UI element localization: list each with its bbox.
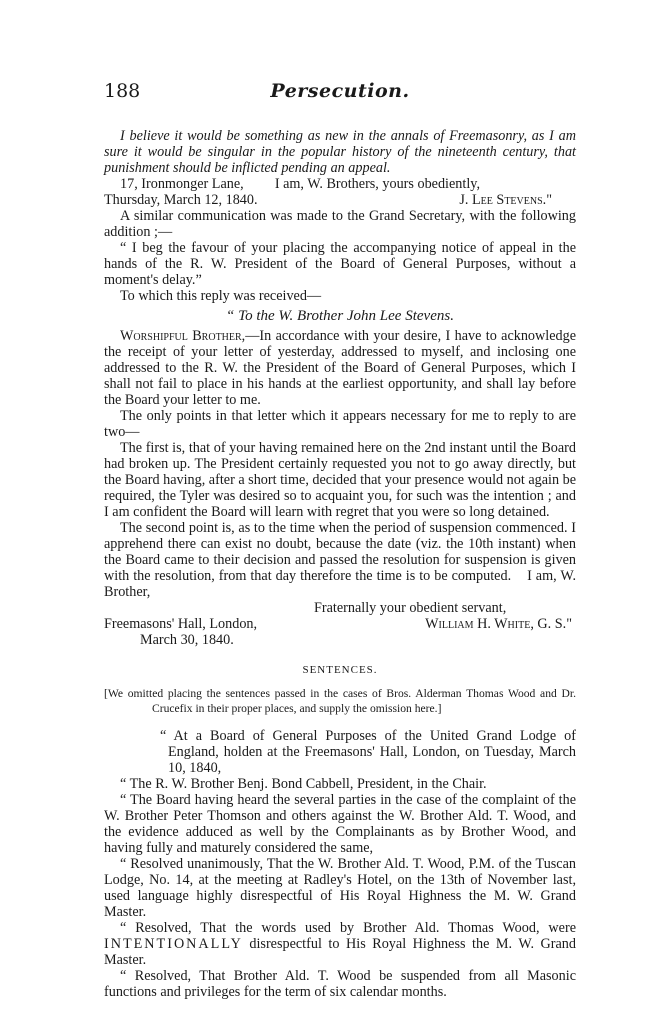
reply-intro: To which this reply was received— [120, 288, 322, 304]
sentence-paragraph-4: “ Resolved, That Brother Ald. T. Wood be suspended from all Masonic functions and privileges for the term of six calendar months. [104, 968, 576, 1000]
signature: J. Lee Stevens." [459, 192, 552, 208]
letter-paragraph-4-text: The second point is, as to the time when the period of suspension commenced. I apprehend there can exist no doubt, because the date (viz. the 10th instant) when the Board came to their decision and passed the resolution for suspension is given with the resolution, from that day therefore the time is to be computed. [104, 520, 576, 584]
date-left: Thursday, March 12, 1840. [104, 192, 258, 208]
chair-line: “ The R. W. Brother Benj. Bond Cabbell, President, in the Chair. [120, 776, 487, 792]
page-header [104, 80, 576, 102]
intro-italic-paragraph: I believe it would be something as new in the annals of Freemasonry, as I am sure it would be singular in the popular history of the nineteenth century, that punishment should be inflicted pending an appeal. [104, 128, 576, 176]
sentence-paragraph-1: “ The Board having heard the several parties in the case of the complaint of the W. Brother Peter Thomson and others against the W. Brother Ald. T. Wood, and the evidence adduced as well by the Complainants as by Brother Wood, and having fully and maturely considered the same, [104, 792, 576, 856]
address-right: I am, W. Brothers, yours obediently, [274, 176, 480, 192]
letter-signer: William H. White, G. S." [425, 616, 572, 632]
letter-paragraph-1 [104, 328, 576, 408]
appeal-quote: “ I beg the favour of your placing the accompanying notice of appeal in the hands of the R. W. President of the Board of General Purposes, without a moment's delay.” [104, 240, 576, 288]
running-title: Persecution. [270, 80, 410, 102]
letter-paragraph-1-text: —In accordance with your desire, I have to acknowledge the receipt of your letter of yesterday, addressed to myself, and inclosing one addressed to the R. W. the President of the Board of General Purposes, which I shall not fail to place in his hands at the earliest opportunity, and shall lay before the Board your letter to me. [104, 328, 576, 408]
salutation: Worshipful Brother, [120, 328, 246, 344]
closing-line-1: I am, W. Brother, [104, 568, 577, 600]
page-body [104, 128, 576, 1000]
address-line-1 [104, 176, 576, 192]
letter-paragraph-4 [104, 520, 576, 600]
address-line-2 [104, 192, 576, 208]
editor-note: [We omitted placing the sentences passed in the cases of Bros. Alderman Thomas Wood and Dr. Crucefix in their proper places, and supply the omission here.] [104, 687, 576, 715]
page-number: 188 [104, 80, 141, 102]
similar-communication: A similar communication was made to the Grand Secretary, with the following addition ;— [104, 208, 576, 240]
para3-a: “ Resolved, That the words used by Brother Ald. Thomas Wood, were [120, 920, 576, 936]
letter-place: Freemasons' Hall, London, [104, 616, 258, 632]
signature-row [104, 616, 576, 632]
letter-heading: “ To the W. Brother John Lee Stevens. [226, 308, 454, 324]
closing-line-2: Fraternally your obedient servant, [314, 600, 507, 616]
sentence-paragraph-2: “ Resolved unanimously, That the W. Brother Ald. T. Wood, P.M. of the Tuscan Lodge, No. 14, at the meeting at Radley's Hotel, on the 13th of November last, used language highly disrespectful of His Royal Highness the M. W. Grand Master. [104, 856, 576, 920]
section-title: SENTENCES. [302, 664, 378, 676]
para3-c: disrespectful to His Royal Highness the M. W. Grand Master. [104, 936, 576, 968]
sentence-paragraph-3 [104, 920, 576, 968]
letter-paragraph-3: The first is, that of your having remained here on the 2nd instant until the Board had broken up. The President certainly requested you not to go away directly, but the Board having, after a short time, decided that your presence would not again be required, the Tyler was desired so to acquaint you, for such was the intention ; and I am confident the Board will learn with regret that you were so long detained. [104, 440, 576, 520]
para3-emphasis: INTENTIONALLY [104, 936, 243, 952]
letter-date: March 30, 1840. [140, 632, 234, 648]
letter-paragraph-2: The only points in that letter which it appears necessary for me to reply to are two— [104, 408, 576, 440]
address-left: 17, Ironmonger Lane, [120, 176, 244, 192]
board-line: “ At a Board of General Purposes of the United Grand Lodge of England, holden at the Freemasons' Hall, London, on Tuesday, March 10, 1840, [160, 728, 576, 776]
